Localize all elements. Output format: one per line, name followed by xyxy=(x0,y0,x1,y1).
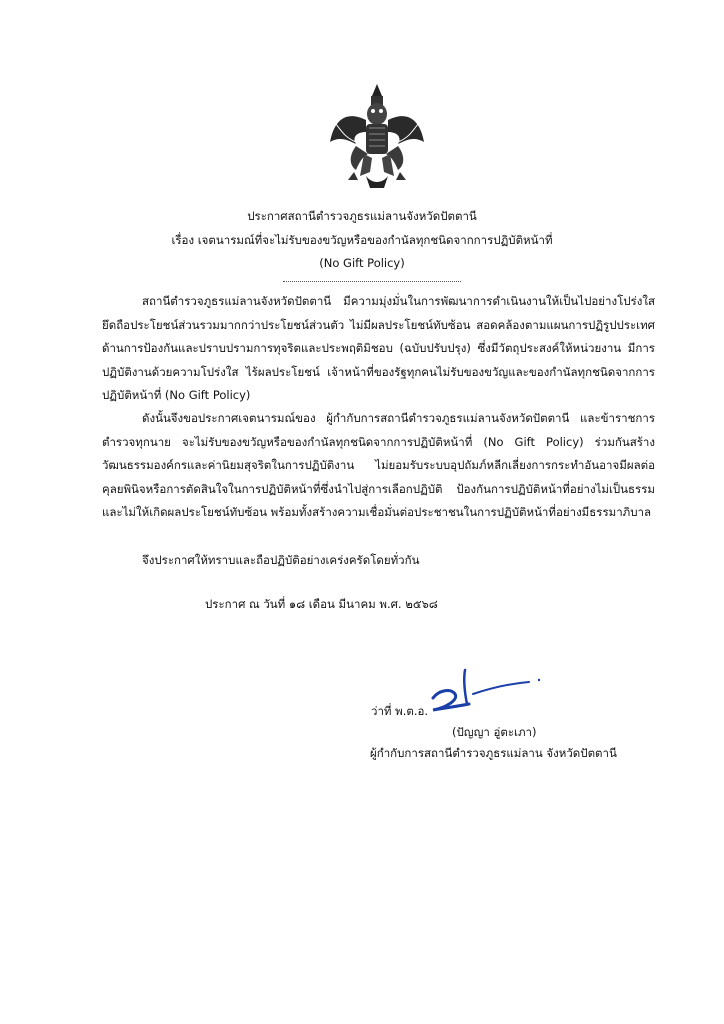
separator-line xyxy=(283,281,461,282)
date-line: ประกาศ ณ วันที่ ๑๘ เดือน มีนาคม พ.ศ. ๒๕๖๘ xyxy=(205,597,438,611)
paragraph-1-text: สถานีตำรวจภูธรแม่ลานจังหวัดปัตตานี มีความมุ่งมั่นในการพัฒนาการดำเนินงานให้เป็นไปอย่างโปร่งใส ยึดถือประโยชน์ส่วนรวมมากกว่าประโยชน์ส่วนตัว ไม่มีผลประโยชน์ทับซ้อน สอดคล้องตามแผนการปฏิรูปประเทศด้านการป้องกันและปราบปรามการทุจริตและประพฤติมิชอบ (ฉบับปรับปรุง) ซึ่งมีวัตถุประสงค์ให้หน่วยงาน มีการปฏิบัติงานด้วยความโปร่งใส ไร้ผลประโยชน์ เจ้าหน้าที่ของรัฐทุกคนไม่รับของขวัญและของกำนัลทุกชนิดจากการปฏิบัติหน้าที่ (No Gift Policy) xyxy=(102,294,655,402)
policy-label: (No Gift Policy) xyxy=(319,256,405,270)
signatory-rank: ว่าที่ พ.ต.อ. xyxy=(371,704,429,718)
garuda-emblem-icon xyxy=(326,80,428,192)
signatory-position: ผู้กำกับการสถานีตำรวจภูธรแม่ลาน จังหวัดปัตตานี xyxy=(370,746,617,760)
handwritten-signature xyxy=(425,664,545,714)
paragraph-2 xyxy=(102,407,655,525)
announcement-subject: เรื่อง เจตนารมณ์ที่จะไม่รับของขวัญหรือของกำนัลทุกชนิดจากการปฏิบัติหน้าที่ xyxy=(171,233,553,247)
paragraph-3-text: จึงประกาศให้ทราบและถือปฏิบัติอย่างเคร่งครัดโดยทั่วกัน xyxy=(142,553,420,567)
announcement-title: ประกาศสถานีตำรวจภูธรแม่ลานจังหวัดปัตตานี xyxy=(247,209,477,223)
paragraph-2-text: ดังนั้นจึงขอประกาศเจตนารมณ์ของ ผู้กำกับการสถานีตำรวจภูธรแม่ลานจังหวัดปัตตานี และข้าราชการตำรวจทุกนาย จะไม่รับของขวัญหรือของกำนัลทุกชนิดจากการปฏิบัติหน้าที่ (No Gift Policy) ร่วมกันสร้างวัฒนธรรมองค์กรและค่านิยมสุจริตในการปฏิบัติงาน ไม่ยอมรับระบบอุปถัมภ์หลีกเลี่ยงการกระทำอันอาจมีผลต่อคุลยพินิจหรือการตัดสินใจในการปฏิบัติหน้าที่ซึ่งนำไปสู่การเลือกปฏิบัติ ป้องกันการปฏิบัติหน้าที่อย่างไม่เป็นธรรมและไม่ให้เกิดผลประโยชน์ทับซ้อน พร้อมทั้งสร้างความเชื่อมั่นต่อประชาชนในการปฏิบัติหน้าที่อย่างมีธรรมาภิบาล xyxy=(102,411,655,519)
signatory-name: (ปัญญา อู่ตะเภา) xyxy=(452,725,537,739)
paragraph-1 xyxy=(102,290,655,408)
paragraph-3 xyxy=(102,549,655,573)
